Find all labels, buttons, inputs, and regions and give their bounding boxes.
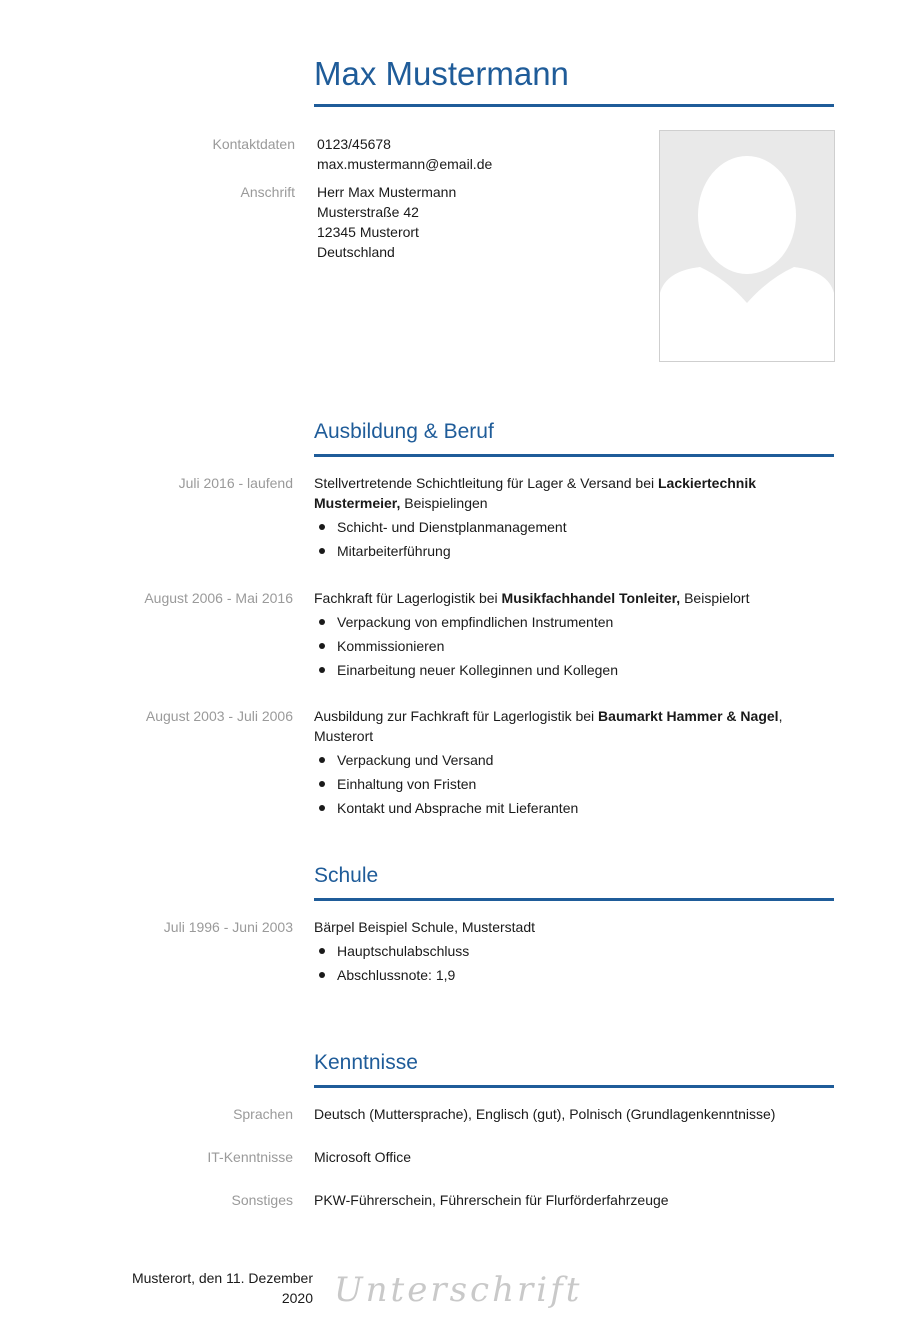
skill-label: Sonstiges — [231, 1192, 293, 1208]
entry-description: Stellvertretende Schichtleitung für Lager & Versand bei Lackiertechnik Mustermeier, Beispielingen — [314, 475, 757, 511]
contact-details — [317, 134, 492, 174]
career-entry — [314, 706, 834, 822]
list-item: Verpackung von empfindlichen Instrumenten — [314, 612, 834, 632]
section-title-career: Ausbildung & Beruf — [314, 420, 494, 443]
entry-date: August 2003 - Juli 2006 — [145, 708, 293, 724]
section-title-skills: Kenntnisse — [314, 1051, 418, 1074]
list-item: Einarbeitung neuer Kolleginnen und Kollegen — [314, 660, 834, 680]
entry-description: Fachkraft für Lagerlogistik bei Musikfachhandel Tonleiter, Beispielort — [314, 590, 750, 606]
list-item: Mitarbeiterführung — [314, 541, 834, 561]
section-divider — [314, 898, 834, 901]
entry-bullets — [314, 517, 834, 561]
address-line: Herr Max Mustermann — [317, 184, 457, 200]
address-block — [317, 182, 456, 262]
company-name: Baumarkt Hammer & Nagel — [598, 708, 779, 724]
contact-label: Kontaktdaten — [212, 136, 295, 152]
list-item: Schicht- und Dienstplanmanagement — [314, 517, 834, 537]
address-line: Deutschland — [317, 244, 395, 260]
company-name: Lackiertechnik Mustermeier, — [314, 475, 757, 511]
entry-bullets — [314, 941, 834, 985]
title-divider — [314, 104, 834, 107]
page-title: Max Mustermann — [314, 55, 569, 92]
career-entry — [314, 588, 834, 684]
list-item: Abschlussnote: 1,9 — [314, 965, 834, 985]
entry-date: August 2006 - Mai 2016 — [144, 590, 293, 606]
section-divider — [314, 1085, 834, 1088]
entry-bullets — [314, 612, 834, 680]
address-line: Musterstraße 42 — [317, 204, 419, 220]
skill-value: Microsoft Office — [314, 1149, 411, 1165]
list-item: Kontakt und Absprache mit Lieferanten — [314, 798, 834, 818]
list-item: Verpackung und Versand — [314, 750, 834, 770]
phone-number: 0123/45678 — [317, 136, 391, 152]
list-item: Hauptschulabschluss — [314, 941, 834, 961]
email-address: max.mustermann@email.de — [317, 156, 493, 172]
skill-value: Deutsch (Muttersprache), Englisch (gut), Polnisch (Grundlagenkenntnisse) — [314, 1106, 776, 1122]
entry-description: Ausbildung zur Fachkraft für Lagerlogistik bei Baumarkt Hammer & Nagel, Musterort — [314, 708, 783, 744]
entry-description: Bärpel Beispiel Schule, Musterstadt — [314, 919, 535, 935]
list-item: Kommissionieren — [314, 636, 834, 656]
profile-photo — [659, 130, 835, 362]
place-and-date: Musterort, den 11. Dezember 2020 — [131, 1270, 313, 1306]
school-entry — [314, 917, 834, 989]
list-item: Einhaltung von Fristen — [314, 774, 834, 794]
entry-date: Juli 1996 - Juni 2003 — [163, 919, 293, 935]
company-name: Musikfachhandel Tonleiter, — [501, 590, 681, 606]
entry-date: Juli 2016 - laufend — [178, 475, 293, 491]
career-entry — [314, 473, 834, 565]
skill-label: IT-Kenntnisse — [207, 1149, 293, 1165]
skill-label: Sprachen — [233, 1106, 293, 1122]
person-silhouette-icon — [660, 131, 834, 361]
section-title-school: Schule — [314, 864, 379, 887]
skill-value: PKW-Führerschein, Führerschein für Flurförderfahrzeuge — [314, 1192, 669, 1208]
address-line: 12345 Musterort — [317, 224, 419, 240]
address-label: Anschrift — [240, 184, 295, 200]
section-divider — [314, 454, 834, 457]
entry-bullets — [314, 750, 834, 818]
signature: Unterschrift — [334, 1270, 583, 1310]
